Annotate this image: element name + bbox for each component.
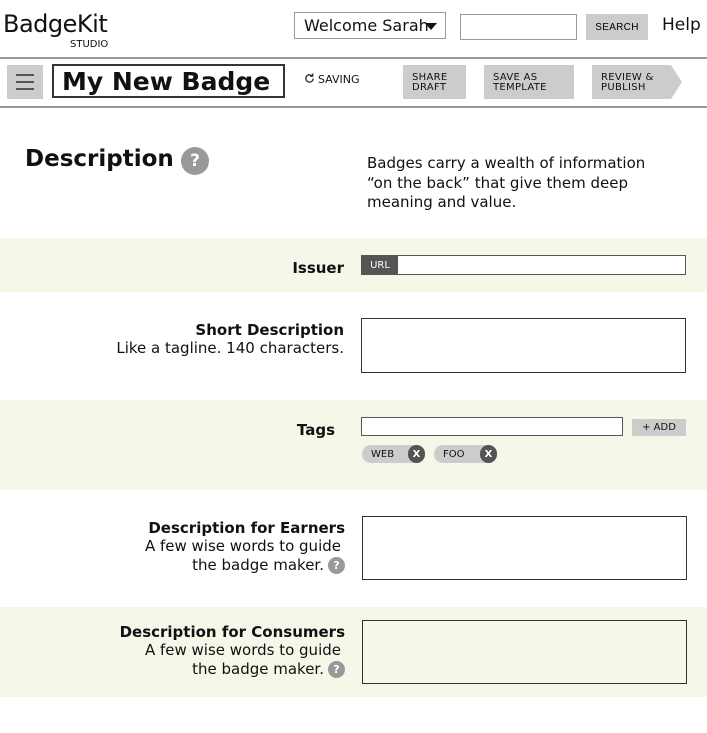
refresh-icon bbox=[304, 73, 315, 84]
earners-textarea[interactable] bbox=[362, 516, 687, 580]
review-publish-button[interactable]: REVIEW & PUBLISH bbox=[592, 65, 671, 99]
chevron-down-icon bbox=[425, 23, 437, 30]
tags-label: Tags bbox=[296, 421, 335, 439]
help-icon[interactable]: ? bbox=[328, 661, 345, 678]
review-publish-arrow bbox=[671, 65, 682, 99]
toolbar-divider bbox=[0, 106, 707, 108]
issuer-url-input[interactable] bbox=[361, 255, 686, 275]
earners-label: Description for Earners bbox=[148, 519, 345, 537]
issuer-label: Issuer bbox=[292, 259, 344, 277]
help-icon[interactable]: ? bbox=[181, 147, 209, 175]
menu-icon[interactable] bbox=[7, 65, 43, 99]
brand-subtitle: STUDIO bbox=[70, 39, 109, 50]
remove-tag-button[interactable]: X bbox=[408, 445, 425, 463]
tags-row bbox=[0, 400, 707, 490]
help-link[interactable]: Help bbox=[662, 15, 701, 35]
section-intro: Badges carry a wealth of information “on the back” that give them deep meaning and value. bbox=[367, 154, 646, 211]
earners-hint-line2: the badge maker. ? bbox=[192, 556, 345, 575]
short-description-label: Short Description bbox=[195, 321, 344, 339]
search-input[interactable] bbox=[460, 14, 577, 40]
tag-chip bbox=[362, 445, 425, 463]
tag-chip bbox=[434, 445, 497, 463]
short-description-hint: Like a tagline. 140 characters. bbox=[116, 339, 344, 357]
help-icon[interactable]: ? bbox=[328, 557, 345, 574]
saving-status bbox=[304, 73, 360, 86]
save-as-template-button[interactable]: SAVE AS TEMPLATE bbox=[484, 65, 574, 99]
user-menu-label: Welcome Sarah bbox=[304, 16, 429, 35]
short-description-textarea[interactable] bbox=[361, 318, 686, 373]
consumers-hint-line2: the badge maker. ? bbox=[192, 660, 345, 679]
add-tag-button[interactable]: + ADD bbox=[632, 419, 686, 436]
brand-logo[interactable]: BadgeKit bbox=[3, 10, 108, 38]
tag-chip-label: WEB bbox=[371, 448, 395, 460]
consumers-hint-line1: A few wise words to guide bbox=[144, 641, 341, 659]
consumers-label: Description for Consumers bbox=[119, 623, 345, 641]
tag-input[interactable] bbox=[361, 417, 623, 436]
badge-title-field[interactable]: My New Badge bbox=[52, 64, 285, 98]
share-draft-button[interactable]: SHARE DRAFT bbox=[403, 65, 466, 99]
section-heading: Description bbox=[25, 146, 174, 172]
user-menu-dropdown[interactable] bbox=[294, 12, 446, 39]
tag-chip-label: FOO bbox=[443, 448, 465, 460]
saving-label: SAVING bbox=[318, 73, 360, 86]
remove-tag-button[interactable]: X bbox=[480, 445, 497, 463]
consumers-textarea[interactable] bbox=[362, 620, 687, 684]
url-tag: URL bbox=[362, 256, 398, 274]
earners-hint-line1: A few wise words to guide bbox=[144, 537, 341, 555]
search-button[interactable]: SEARCH bbox=[586, 14, 648, 40]
header-divider bbox=[0, 57, 707, 59]
